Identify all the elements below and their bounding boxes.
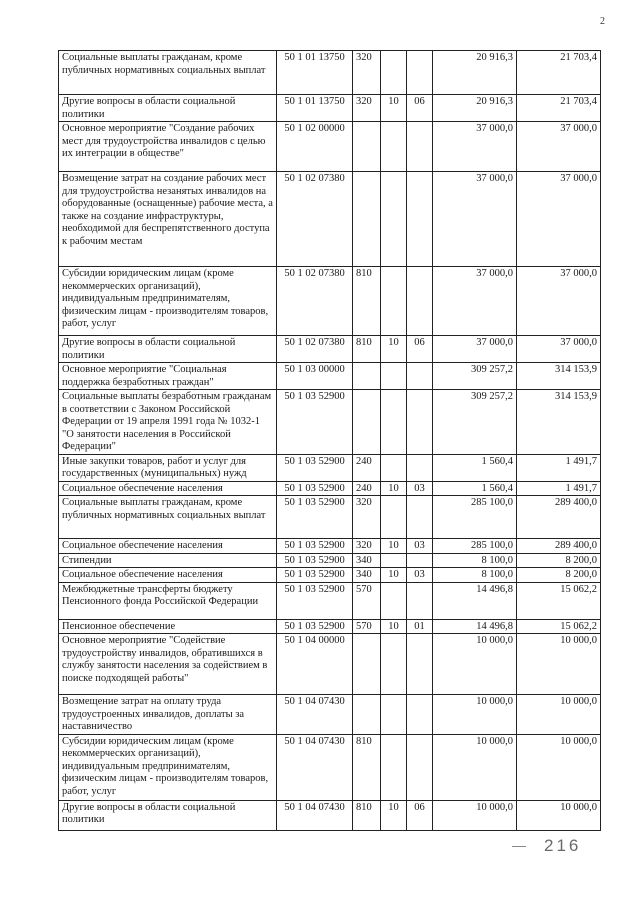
cell-sum-year-2: 1 491,7 (517, 454, 601, 481)
cell-expense-type: 340 (353, 568, 381, 583)
cell-expense-type: 320 (353, 539, 381, 554)
cell-expense-type: 240 (353, 481, 381, 496)
cell-sum-year-2: 289 400,0 (517, 539, 601, 554)
cell-name: Другие вопросы в области социальной политики (59, 95, 277, 122)
cell-section (381, 454, 407, 481)
cell-sum-year-1: 20 916,3 (433, 51, 517, 95)
cell-sum-year-2: 21 703,4 (517, 51, 601, 95)
cell-section: 10 (381, 619, 407, 634)
cell-sum-year-2: 37 000,0 (517, 336, 601, 363)
cell-section (381, 172, 407, 267)
table-row (59, 695, 601, 735)
table-row (59, 481, 601, 496)
cell-name: Другие вопросы в области социальной политики (59, 800, 277, 830)
cell-sum-year-2: 1 491,7 (517, 481, 601, 496)
cell-subsection: 06 (407, 95, 433, 122)
cell-expense-type: 810 (353, 267, 381, 336)
cell-sum-year-2: 21 703,4 (517, 95, 601, 122)
cell-expense-type: 240 (353, 454, 381, 481)
cell-sum-year-2: 314 153,9 (517, 390, 601, 455)
cell-target-code: 50 1 04 00000 (277, 634, 353, 695)
cell-expense-type: 320 (353, 496, 381, 539)
table-row (59, 800, 601, 830)
cell-target-code: 50 1 02 07380 (277, 267, 353, 336)
table-row (59, 496, 601, 539)
cell-expense-type (353, 363, 381, 390)
cell-target-code: 50 1 03 52900 (277, 619, 353, 634)
cell-target-code: 50 1 03 00000 (277, 363, 353, 390)
stamp-number: 216 (544, 836, 582, 855)
cell-subsection (407, 553, 433, 568)
table-row (59, 390, 601, 455)
cell-sum-year-1: 37 000,0 (433, 336, 517, 363)
cell-expense-type: 320 (353, 95, 381, 122)
cell-target-code: 50 1 02 00000 (277, 122, 353, 172)
cell-section: 10 (381, 568, 407, 583)
cell-name: Субсидии юридическим лицам (кроме некоммерческих организаций), индивидуальным предпринимателям, физическим лицам - производителям товаров, работ, услуг (59, 267, 277, 336)
cell-sum-year-2: 10 000,0 (517, 800, 601, 830)
cell-expense-type (353, 695, 381, 735)
cell-sum-year-1: 1 560,4 (433, 481, 517, 496)
cell-target-code: 50 1 02 07380 (277, 172, 353, 267)
cell-section (381, 51, 407, 95)
cell-expense-type: 810 (353, 336, 381, 363)
cell-section (381, 634, 407, 695)
cell-sum-year-1: 37 000,0 (433, 267, 517, 336)
cell-subsection (407, 734, 433, 800)
cell-sum-year-2: 8 200,0 (517, 553, 601, 568)
cell-subsection: 03 (407, 481, 433, 496)
table-row (59, 172, 601, 267)
cell-expense-type: 320 (353, 51, 381, 95)
cell-name: Межбюджетные трансферты бюджету Пенсионного фонда Российской Федерации (59, 582, 277, 619)
budget-table (58, 50, 601, 831)
cell-expense-type: 340 (353, 553, 381, 568)
cell-section (381, 122, 407, 172)
cell-subsection: 01 (407, 619, 433, 634)
cell-subsection (407, 363, 433, 390)
cell-sum-year-2: 37 000,0 (517, 172, 601, 267)
cell-name: Социальное обеспечение населения (59, 539, 277, 554)
cell-name: Возмещение затрат на создание рабочих мест для трудоустройства незанятых инвалидов на оборудованные (оснащенные) рабочие места, а также на создание инфраструктуры, необходимой для беспрепятственного доступа к рабочим местам (59, 172, 277, 267)
table-body (59, 51, 601, 831)
cell-expense-type: 570 (353, 582, 381, 619)
table-row (59, 95, 601, 122)
cell-sum-year-1: 309 257,2 (433, 363, 517, 390)
cell-sum-year-2: 314 153,9 (517, 363, 601, 390)
cell-subsection: 03 (407, 539, 433, 554)
cell-section: 10 (381, 336, 407, 363)
cell-name: Пенсионное обеспечение (59, 619, 277, 634)
cell-sum-year-1: 10 000,0 (433, 634, 517, 695)
cell-expense-type (353, 634, 381, 695)
cell-sum-year-1: 285 100,0 (433, 539, 517, 554)
cell-sum-year-1: 37 000,0 (433, 172, 517, 267)
cell-target-code: 50 1 03 52900 (277, 496, 353, 539)
cell-expense-type: 810 (353, 800, 381, 830)
cell-sum-year-1: 8 100,0 (433, 553, 517, 568)
table-row (59, 568, 601, 583)
cell-section (381, 267, 407, 336)
cell-sum-year-1: 10 000,0 (433, 734, 517, 800)
cell-sum-year-1: 10 000,0 (433, 695, 517, 735)
cell-name: Социальные выплаты безработным гражданам в соответствии с Законом Российской Федерации от 19 апреля 1991 года № 1032-1 "О занятости населения в Российской Федерации" (59, 390, 277, 455)
cell-expense-type: 570 (353, 619, 381, 634)
cell-subsection: 03 (407, 568, 433, 583)
table-row (59, 619, 601, 634)
table-row (59, 122, 601, 172)
cell-subsection: 06 (407, 336, 433, 363)
cell-name: Основное мероприятие "Создание рабочих мест для трудоустройства инвалидов с целью их интеграции в обществе" (59, 122, 277, 172)
cell-sum-year-2: 15 062,2 (517, 582, 601, 619)
stamp-dash (512, 846, 526, 847)
table-row (59, 267, 601, 336)
cell-sum-year-1: 285 100,0 (433, 496, 517, 539)
cell-subsection (407, 390, 433, 455)
cell-sum-year-2: 10 000,0 (517, 695, 601, 735)
cell-name: Основное мероприятие "Социальная поддержка безработных граждан" (59, 363, 277, 390)
cell-section (381, 582, 407, 619)
cell-section: 10 (381, 481, 407, 496)
cell-sum-year-2: 289 400,0 (517, 496, 601, 539)
cell-sum-year-2: 37 000,0 (517, 267, 601, 336)
cell-target-code: 50 1 03 52900 (277, 553, 353, 568)
cell-target-code: 50 1 03 52900 (277, 582, 353, 619)
cell-subsection: 06 (407, 800, 433, 830)
cell-expense-type (353, 172, 381, 267)
cell-section (381, 695, 407, 735)
cell-sum-year-1: 309 257,2 (433, 390, 517, 455)
cell-expense-type (353, 122, 381, 172)
page-number: 2 (600, 16, 605, 27)
cell-section: 10 (381, 539, 407, 554)
cell-name: Иные закупки товаров, работ и услуг для государственных (муниципальных) нужд (59, 454, 277, 481)
cell-name: Основное мероприятие "Содействие трудоустройству инвалидов, обратившихся в службу занятости населения за содействием в поиске подходящей работы" (59, 634, 277, 695)
cell-section (381, 363, 407, 390)
table-row (59, 336, 601, 363)
cell-subsection (407, 122, 433, 172)
table-row (59, 454, 601, 481)
table-row (59, 734, 601, 800)
cell-section: 10 (381, 800, 407, 830)
cell-subsection (407, 634, 433, 695)
cell-subsection (407, 582, 433, 619)
cell-name: Социальные выплаты гражданам, кроме публичных нормативных социальных выплат (59, 51, 277, 95)
cell-subsection (407, 172, 433, 267)
cell-sum-year-1: 20 916,3 (433, 95, 517, 122)
cell-sum-year-2: 37 000,0 (517, 122, 601, 172)
table-row (59, 539, 601, 554)
cell-section (381, 496, 407, 539)
cell-sum-year-2: 10 000,0 (517, 634, 601, 695)
cell-sum-year-1: 37 000,0 (433, 122, 517, 172)
cell-name: Социальное обеспечение населения (59, 568, 277, 583)
cell-subsection (407, 496, 433, 539)
cell-target-code: 50 1 03 52900 (277, 390, 353, 455)
cell-sum-year-1: 14 496,8 (433, 582, 517, 619)
cell-subsection (407, 51, 433, 95)
cell-target-code: 50 1 03 52900 (277, 539, 353, 554)
cell-section (381, 553, 407, 568)
cell-subsection (407, 454, 433, 481)
cell-section: 10 (381, 95, 407, 122)
cell-sum-year-2: 15 062,2 (517, 619, 601, 634)
cell-name: Субсидии юридическим лицам (кроме некоммерческих организаций), индивидуальным предпринимателям, физическим лицам - производителям товаров, работ, услуг (59, 734, 277, 800)
cell-target-code: 50 1 01 13750 (277, 95, 353, 122)
table-row (59, 363, 601, 390)
cell-expense-type (353, 390, 381, 455)
cell-target-code: 50 1 04 07430 (277, 734, 353, 800)
table-row (59, 553, 601, 568)
cell-target-code: 50 1 02 07380 (277, 336, 353, 363)
cell-name: Другие вопросы в области социальной политики (59, 336, 277, 363)
table-row (59, 634, 601, 695)
cell-sum-year-1: 8 100,0 (433, 568, 517, 583)
cell-sum-year-1: 14 496,8 (433, 619, 517, 634)
cell-name: Социальные выплаты гражданам, кроме публичных нормативных социальных выплат (59, 496, 277, 539)
table-row (59, 582, 601, 619)
cell-subsection (407, 267, 433, 336)
cell-sum-year-2: 10 000,0 (517, 734, 601, 800)
cell-sum-year-2: 8 200,0 (517, 568, 601, 583)
cell-target-code: 50 1 04 07430 (277, 695, 353, 735)
cell-name: Социальное обеспечение населения (59, 481, 277, 496)
cell-expense-type: 810 (353, 734, 381, 800)
cell-target-code: 50 1 03 52900 (277, 568, 353, 583)
cell-target-code: 50 1 04 07430 (277, 800, 353, 830)
cell-sum-year-1: 1 560,4 (433, 454, 517, 481)
cell-name: Стипендии (59, 553, 277, 568)
cell-target-code: 50 1 03 52900 (277, 454, 353, 481)
cell-section (381, 734, 407, 800)
cell-target-code: 50 1 01 13750 (277, 51, 353, 95)
cell-section (381, 390, 407, 455)
cell-subsection (407, 695, 433, 735)
cell-name: Возмещение затрат на оплату труда трудоустроенных инвалидов, доплаты за наставничество (59, 695, 277, 735)
cell-sum-year-1: 10 000,0 (433, 800, 517, 830)
table-row (59, 51, 601, 95)
cell-target-code: 50 1 03 52900 (277, 481, 353, 496)
